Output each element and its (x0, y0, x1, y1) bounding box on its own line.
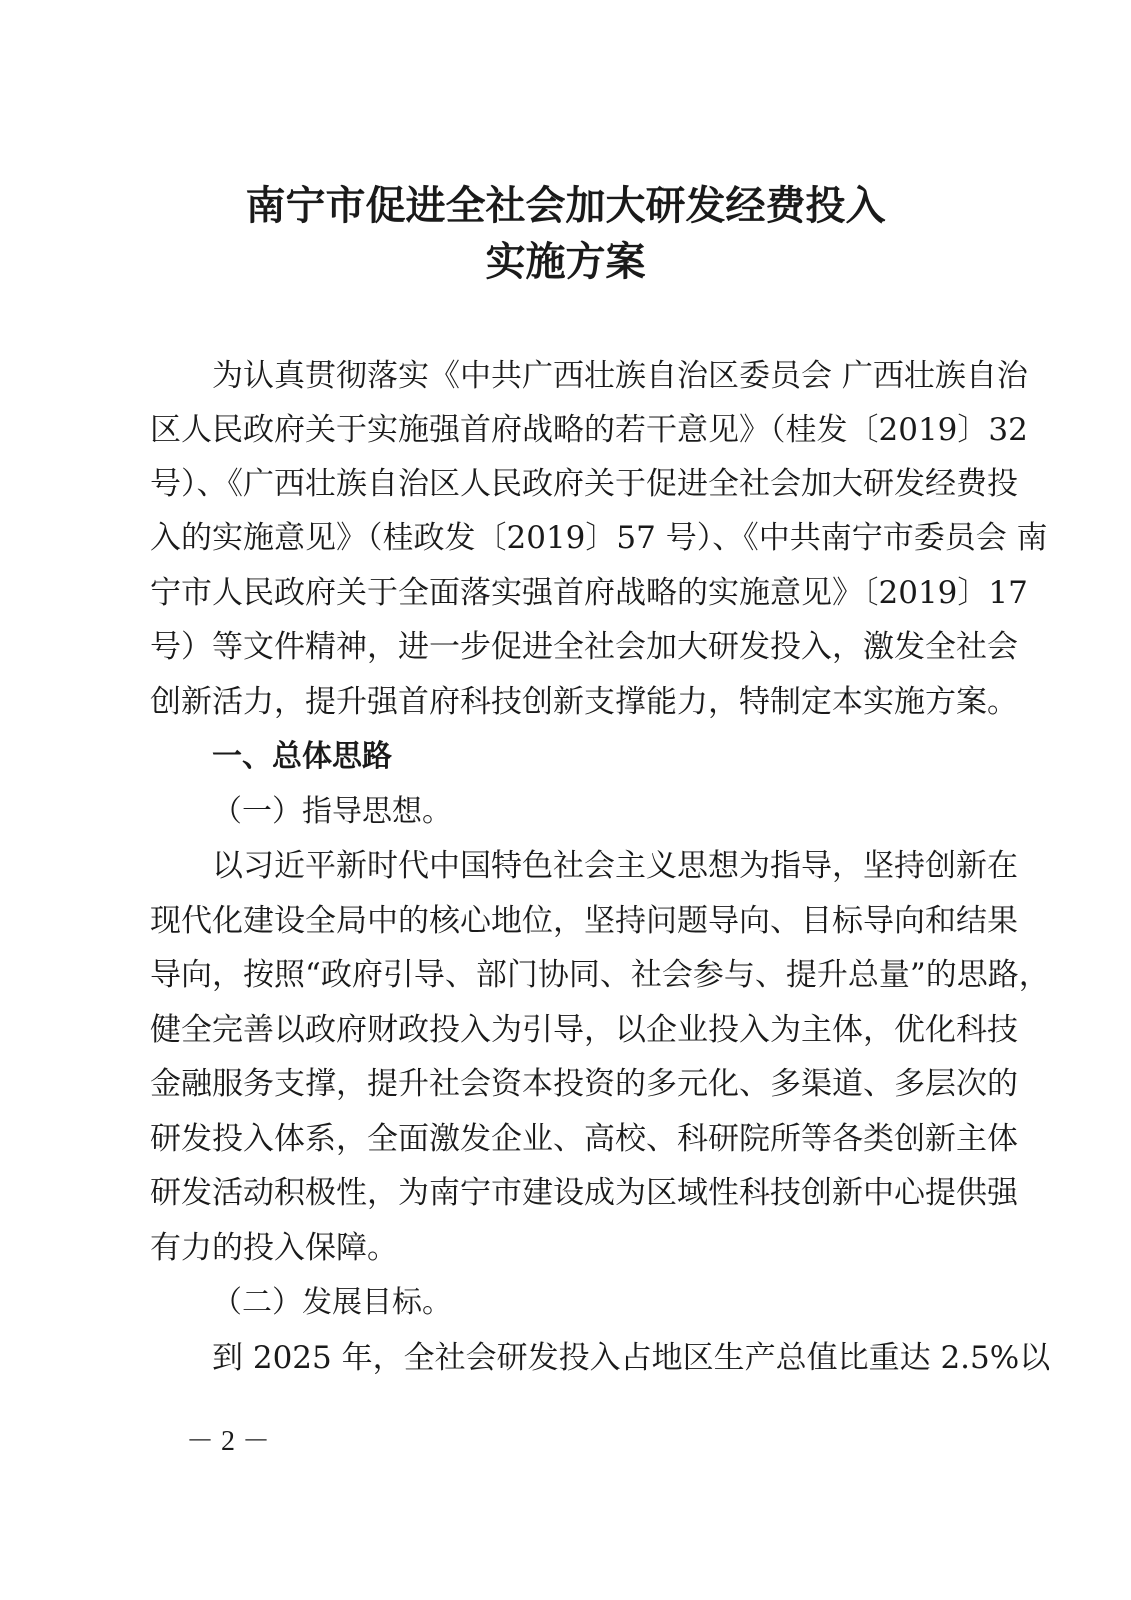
subsection-heading: （二）发展目标。 (212, 1285, 452, 1320)
document-title-line-1: 南宁市促进全社会加大研发经费投入 (245, 183, 886, 229)
paragraph-line: 研发活动积极性，为南宁市建设成为区域性科技创新中心提供强 (150, 1175, 1018, 1211)
intro-line: 入的实施意见》（桂政发〔2019〕57 号）、《中共南宁市委员会 南 (150, 520, 1048, 556)
paragraph-line: 以习近平新时代中国特色社会主义思想为指导，坚持创新在 (212, 848, 1018, 884)
page-number: － 2 － (186, 1426, 271, 1457)
intro-line: 区人民政府关于实施强首府战略的若干意见》（桂发〔2019〕32 (150, 412, 1028, 448)
intro-line: 为认真贯彻落实《中共广西壮族自治区委员会 广西壮族自治 (212, 358, 1028, 394)
section-heading: 一、总体思路 (212, 739, 392, 774)
paragraph-line: 导向，按照“政府引导、部门协同、社会参与、提升总量”的思路， (150, 957, 1050, 993)
paragraph-line: 研发投入体系，全面激发企业、高校、科研院所等各类创新主体 (150, 1121, 1018, 1157)
paragraph-line: 现代化建设全局中的核心地位，坚持问题导向、目标导向和结果 (150, 903, 1018, 939)
paragraph-line: 金融服务支撑，提升社会资本投资的多元化、多渠道、多层次的 (150, 1066, 1018, 1102)
intro-line: 号）、《广西壮族自治区人民政府关于促进全社会加大研发经费投 (150, 466, 1018, 502)
subsection-heading: （一）指导思想。 (212, 794, 452, 829)
paragraph-line: 有力的投入保障。 (150, 1230, 398, 1266)
document-title-line-2: 实施方案 (485, 239, 646, 285)
intro-line: 创新活力，提升强首府科技创新支撑能力，特制定本实施方案。 (150, 684, 1018, 720)
intro-line: 号）等文件精神，进一步促进全社会加大研发投入，激发全社会 (150, 629, 1018, 665)
paragraph-line: 健全完善以政府财政投入为引导，以企业投入为主体，优化科技 (150, 1012, 1018, 1048)
paragraph-line: 到 2025 年，全社会研发投入占地区生产总值比重达 2.5%以 (212, 1340, 1051, 1376)
intro-line: 宁市人民政府关于全面落实强首府战略的实施意见》〔2019〕17 (150, 575, 1028, 611)
